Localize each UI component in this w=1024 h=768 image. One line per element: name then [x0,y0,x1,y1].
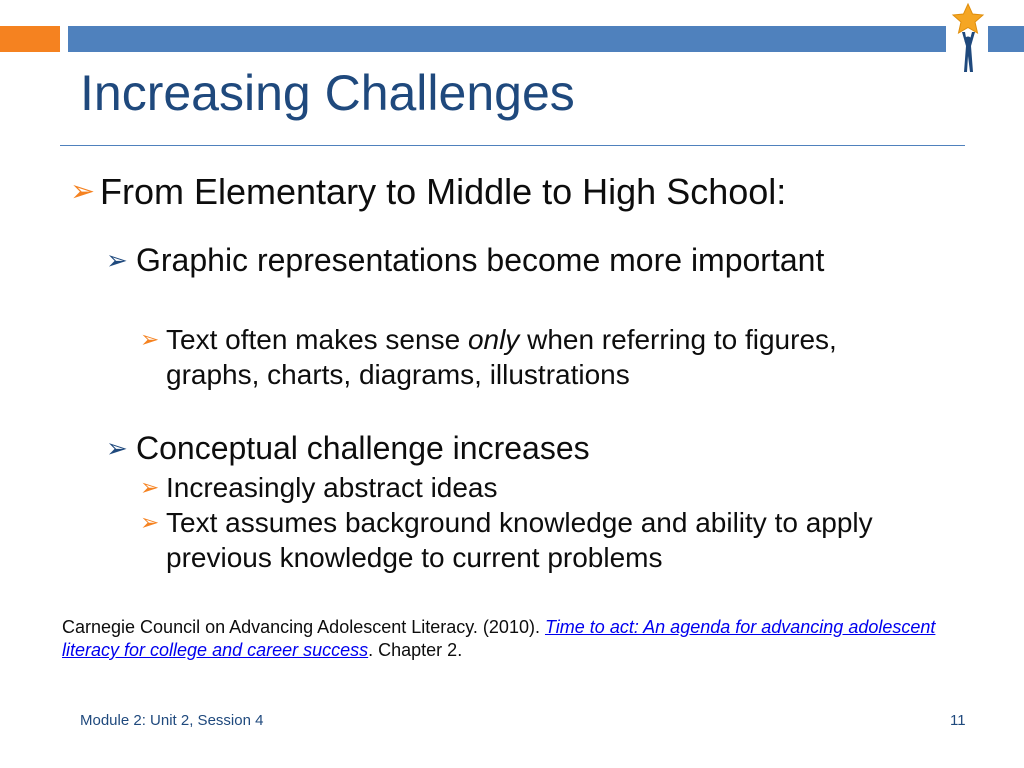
bullet-text: Text often makes sense only when referring to figures, graphs, charts, diagrams, illustrations [166,324,837,390]
arrow-bullet-icon: ➢ [70,175,96,208]
blue-header-bar-end [988,26,1024,52]
star-person-logo-icon [948,2,988,80]
bullet-text: Text assumes background knowledge and ability to apply previous knowledge to current problems [166,507,873,573]
slide-title: Increasing Challenges [80,65,575,121]
bullet-text: Graphic representations become more important [136,242,825,278]
bullet-level2-graphic [106,240,846,280]
bullet-text: Increasingly abstract ideas [166,472,498,503]
arrow-bullet-icon: ➢ [106,433,128,463]
arrow-bullet-icon: ➢ [106,245,128,275]
blue-header-bar [68,26,946,52]
bullet-level3-abstract [140,470,940,505]
bullet-level2-conceptual [106,428,846,468]
title-divider [60,145,965,146]
arrow-bullet-icon: ➢ [140,474,160,500]
footer-page-number: 11 [950,712,966,729]
bullet-level1 [70,170,970,214]
citation: Carnegie Council on Advancing Adolescent Literacy. (2010). Time to act: An agenda for advancing adolescent literacy for college and career success. Chapter 2. [62,617,936,660]
bullet-text: From Elementary to Middle to High School: [100,171,787,212]
bullet-text: Conceptual challenge increases [136,430,590,466]
orange-header-bar [0,26,60,52]
arrow-bullet-icon: ➢ [140,509,160,535]
bullet-level3-text-sense [140,322,880,392]
arrow-bullet-icon: ➢ [140,326,160,352]
citation-link[interactable]: Time to act: An agenda for advancing adolescent literacy for college and career success [62,617,936,660]
footer-module-label: Module 2: Unit 2, Session 4 [80,712,264,729]
emphasis-only: only [467,324,520,355]
bullet-level3-background [140,505,940,575]
